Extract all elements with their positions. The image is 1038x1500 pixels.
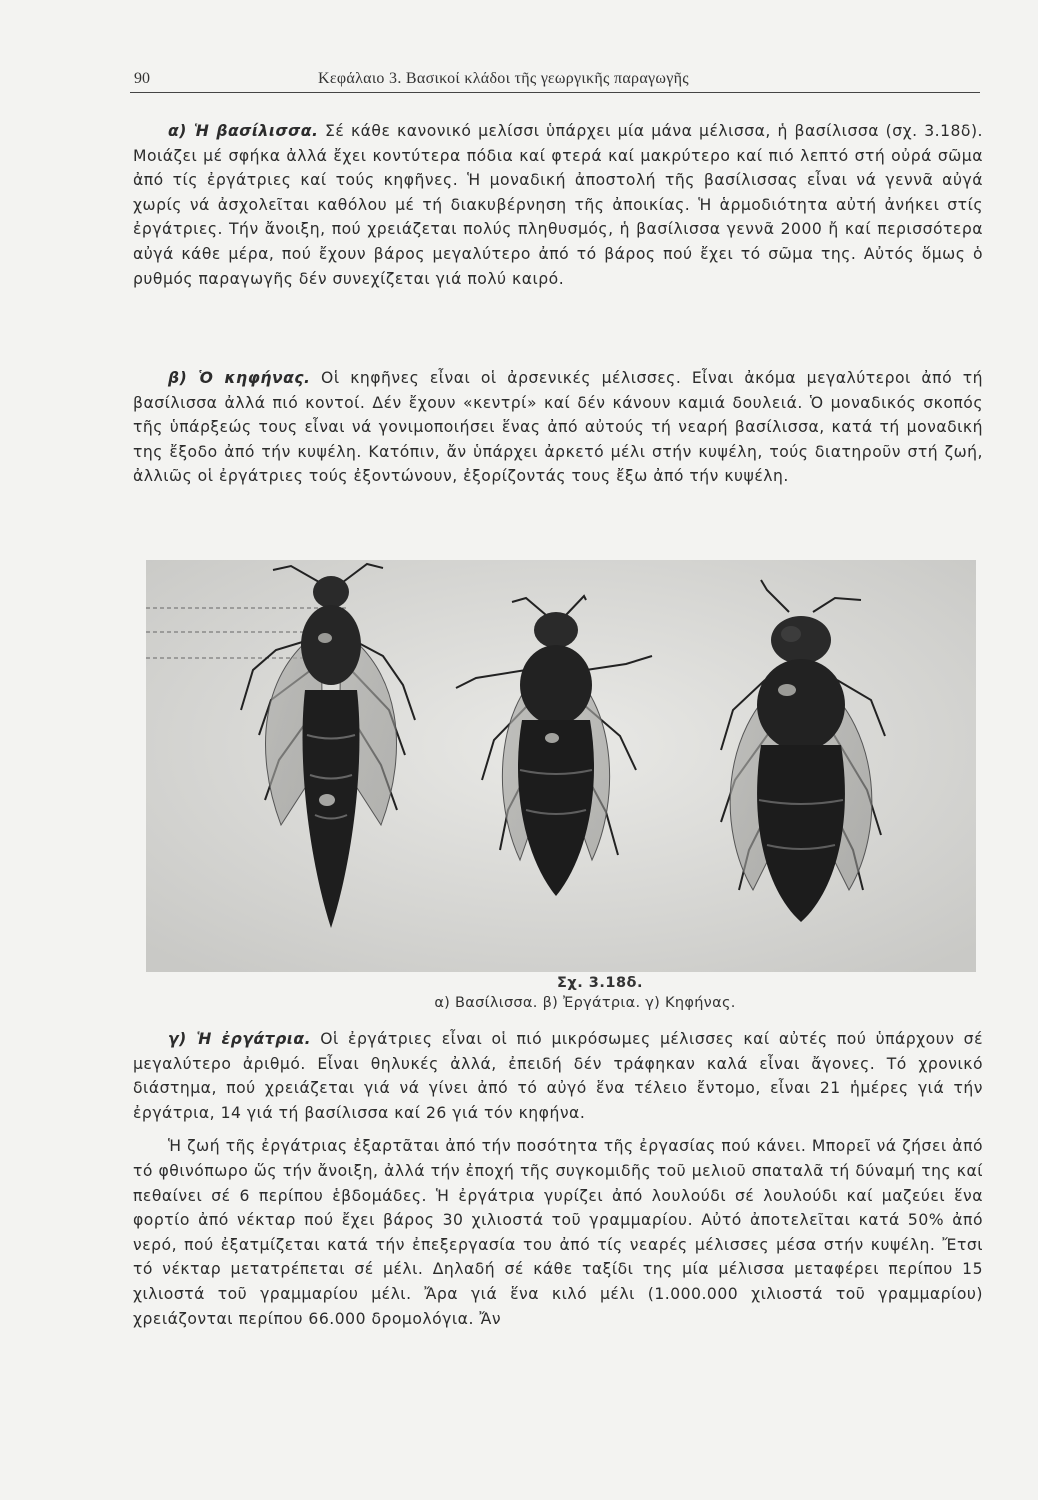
paragraph-worker (133, 1027, 983, 1125)
body-queen: Σέ κάθε κανονικό μελίσσι ὑπάρχει μία μάνα μέλισσα, ἡ βασίλισσα (σχ. 3.18δ). Μοιάζει μέ σφήκα ἀλλά ἔχει κοντύτερα πόδια καί φτερά καί μακρύτερο καί πιό λεπτό στή οὐρά σῶμα ἀπό τίς ἐργάτριες καί τούς κηφῆνες. Ἡ μοναδική ἀποστολή τῆς βασίλισσας εἶναι νά γεννᾶ αὐγά χωρίς νά ἀσχολεῖται καθόλου μέ τή διακυβέρνηση τῆς ἀποικίας. Ἡ ἁρμοδιότητα αὐτή ἀνήκει στίς ἐργάτριες. Τήν ἄνοιξη, πού χρειάζεται πολύς πληθυσμός, ἡ βασίλισσα γεννᾶ 2000 ἤ καί περισσότερα αὐγά κάθε μέρα, πού ἔχουν βάρος μεγαλύτερο ἀπό τό βάρος πού ἔχει τό σῶμα της. Αὐτός ὅμως ὁ ρυθμός παραγωγῆς δέν συνεχίζεται γιά πολύ καιρό. (133, 122, 984, 288)
paragraph-worker-life: Ἡ ζωή τῆς ἐργάτριας ἐξαρτᾶται ἀπό τήν ποσότητα τῆς ἐργασίας πού κάνει. Μπορεῖ νά ζήσει ἀπό τό φθινόπωρο ὥς τήν ἄνοιξη, ἀλλά τήν ἐποχή τῆς συγκομιδῆς τοῦ μελιοῦ σπαταλᾶ τή δύναμή της καί πεθαίνει σέ 6 περίπου ἑβδομάδες. Ἡ ἐργάτρια γυρίζει ἀπό λουλούδι σέ λουλούδι καί μαζεύει ἕνα φορτίο ἀπό νέκταρ πού ἔχει βάρος 30 χιλιοστά τοῦ γραμμαρίου. Αὐτό ἀποτελεῖται κατά 50% ἀπό νερό, πού ἐξατμίζεται κατά τήν ἐπεξεργασία του ἀπό τίς νεαρές μέλισσες μέσα στήν κυψέλη. Ἔτσι τό νέκταρ μετατρέπεται σέ μέλι. Δηλαδή σέ κάθε ταξίδι της μία μέλισσα μεταφέρει περίπου 15 χιλιοστά τοῦ γραμμαρίου μέλι. Ἄρα γιά ἕνα κιλό μέλι (1.000.000 χιλιοστά τοῦ γραμμαρίου) χρειάζονται περίπου 66.000 δρομολόγια. Ἄν (133, 1137, 983, 1328)
lead-drone: β) Ὁ κηφήνας. (168, 369, 311, 387)
figure-caption (130, 973, 980, 1013)
paragraph-drone (133, 366, 983, 489)
page-number: 90 (134, 70, 150, 87)
body-worker: Οἱ ἐργάτριες εἶναι οἱ πιό μικρόσωμες μέλισσες καί αὐτές πού ὑπάρχουν σέ μεγαλύτερο ἀριθμό. Εἶναι θηλυκές ἀλλά, ἐπειδή δέν τράφηκαν καλά εἶναι ἄγονες. Τό χρονικό διάστημα, πού χρειάζεται γιά νά γίνει ἀπό τό αὐγό ἕνα τέλειο ἔντομο, εἶναι 21 ἡμέρες γιά τήν ἐργάτρια, 14 γιά τή βασίλισσα καί 26 γιά τόν κηφήνα. (133, 1030, 983, 1122)
section-worker (133, 1027, 983, 1331)
bee-figure (146, 560, 976, 972)
running-title: Κεφάλαιο 3. Βασικοί κλάδοι τῆς γεωργικῆς παραγωγῆς (318, 70, 689, 87)
figure-number: Σχ. 3.18δ. (556, 975, 644, 991)
lead-worker: γ) Ἡ ἐργάτρια. (168, 1030, 312, 1048)
bee-photo (146, 560, 976, 972)
figure-legend: α) Βασίλισσα. β) Ἐργάτρια. γ) Κηφήνας. (434, 995, 736, 1011)
body-drone: Οἱ κηφῆνες εἶναι οἱ ἀρσενικές μέλισσες. Εἶναι ἀκόμα μεγαλύτεροι ἀπό τή βασίλισσα ἀλλά πιό κοντοί. Δέν ἔχουν «κεντρί» καί δέν κάνουν καμιά δουλειά. Ὁ μοναδικός σκοπός τῆς ὑπάρξεώς τους εἶναι νά γονιμοποιήσει ἕνας ἀπό αὐτούς τή νεαρή βασίλισσα, κατά τή μοναδική της ἔξοδο ἀπό τήν κυψέλη. Κατόπιν, ἄν ὑπάρχει ἀρκετό μέλι στήν κυψέλη, τούς διατηροῦν στή ζωή, ἀλλιῶς οἱ ἐργάτριες τούς ἐξοντώνουν, ἐξορίζοντάς τους ἔξω ἀπό τήν κυψέλη. (133, 369, 983, 486)
section-drone (133, 366, 983, 489)
page-header (130, 66, 980, 93)
paragraph-queen (133, 119, 983, 291)
lead-queen: α) Ἡ βασίλισσα. (168, 122, 319, 140)
section-queen (133, 119, 983, 291)
